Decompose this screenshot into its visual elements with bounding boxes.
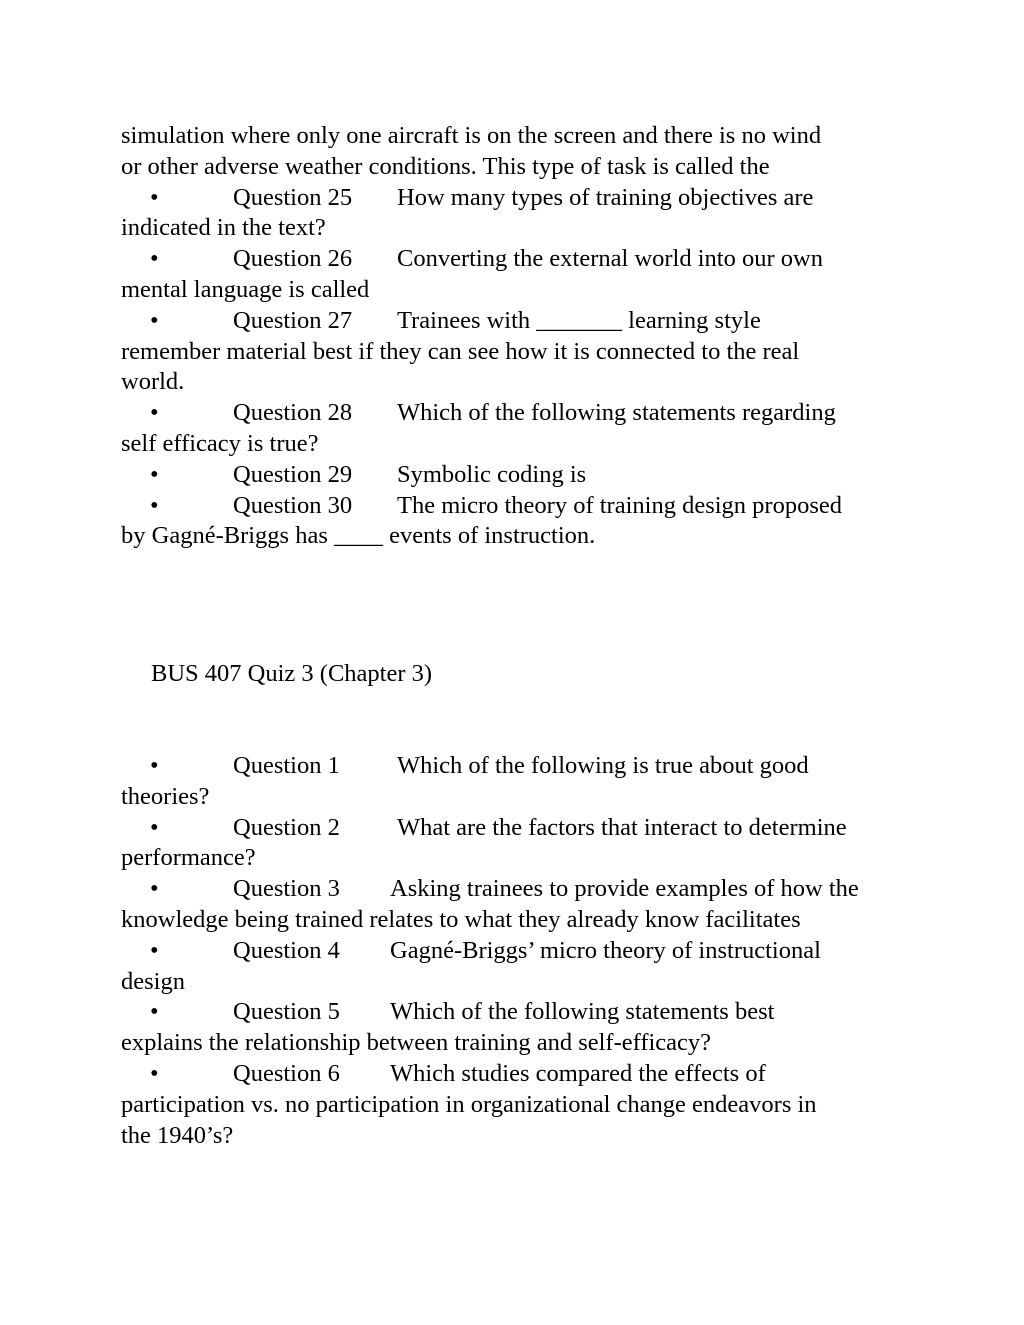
question-first-line (121, 1059, 921, 1090)
bullet-icon: • (150, 998, 159, 1026)
question-text: How many types of training objectives are (397, 183, 814, 211)
question-continuation: by Gagné-Briggs has ____ events of instruction. (121, 522, 596, 550)
question-text: Which studies compared the effects of (390, 1059, 766, 1087)
question-continuation: participation vs. no participation in organizational change endeavors in (121, 1090, 817, 1118)
question-text: Asking trainees to provide examples of how the (390, 875, 859, 903)
question-first-line (121, 997, 921, 1028)
question-item (121, 936, 921, 998)
question-continuation: the 1940’s? (121, 1121, 234, 1149)
question-continuation: indicated in the text? (121, 214, 326, 242)
question-number: Question 30 (233, 491, 353, 519)
question-item (121, 751, 921, 813)
question-first-line (121, 398, 921, 429)
bullet-icon: • (150, 306, 159, 334)
question-number: Question 6 (233, 1059, 340, 1087)
question-item (121, 997, 921, 1059)
bullet-icon: • (150, 751, 159, 779)
question-continuation: world. (121, 368, 185, 396)
question-continuation: mental language is called (121, 275, 370, 303)
intro-line: simulation where only one aircraft is on the screen and there is no wind (121, 122, 822, 149)
question-first-line (121, 751, 921, 782)
question-first-line (121, 306, 921, 337)
question-continuation: knowledge being trained relates to what they already know facilitates (121, 905, 801, 933)
question-text: Symbolic coding is (397, 460, 587, 488)
question-number: Question 25 (233, 183, 353, 211)
bullet-icon: • (150, 936, 159, 964)
question-text: Which of the following statements regarding (397, 399, 836, 427)
question-list-quiz-3 (121, 751, 921, 1151)
question-text: What are the factors that interact to determine (397, 813, 847, 841)
question-item (121, 460, 921, 491)
intro-line: or other adverse weather conditions. This type of task is called the (121, 152, 770, 180)
intro-paragraph (121, 121, 921, 183)
question-text: Gagné-Briggs’ micro theory of instructional (390, 936, 821, 964)
section-gap (121, 552, 921, 659)
question-item (121, 491, 921, 553)
question-item (121, 874, 921, 936)
question-continuation: remember material best if they can see how it is connected to the real (121, 337, 800, 365)
question-first-line (121, 460, 921, 491)
question-first-line (121, 183, 921, 214)
question-continuation: explains the relationship between training and self-efficacy? (121, 1029, 712, 1057)
question-number: Question 27 (233, 306, 353, 334)
question-item (121, 398, 921, 460)
question-continuation: performance? (121, 844, 256, 872)
question-item (121, 244, 921, 306)
question-number: Question 1 (233, 751, 340, 779)
bullet-icon: • (150, 460, 159, 488)
question-list-previous (121, 183, 921, 553)
question-number: Question 3 (233, 875, 340, 903)
question-number: Question 2 (233, 813, 340, 841)
question-text: The micro theory of training design proposed (397, 491, 842, 519)
question-number: Question 29 (233, 460, 353, 488)
question-continuation: theories? (121, 782, 210, 810)
question-item (121, 183, 921, 245)
question-text: Trainees with _______ learning style (397, 306, 761, 334)
question-number: Question 28 (233, 399, 353, 427)
question-item (121, 306, 921, 398)
question-number: Question 26 (233, 245, 353, 273)
question-text: Which of the following statements best (390, 998, 775, 1026)
question-continuation: design (121, 967, 185, 995)
question-text: Which of the following is true about good (397, 751, 809, 779)
quiz-heading: BUS 407 Quiz 3 (Chapter 3) (151, 660, 433, 688)
bullet-icon: • (150, 245, 159, 273)
question-item (121, 1059, 921, 1151)
question-item (121, 813, 921, 875)
question-first-line (121, 813, 921, 844)
bullet-icon: • (150, 491, 159, 519)
question-first-line (121, 491, 921, 522)
question-first-line (121, 244, 921, 275)
document-page (121, 121, 921, 1151)
bullet-icon: • (150, 399, 159, 427)
question-text: Converting the external world into our own (397, 245, 823, 273)
question-number: Question 5 (233, 998, 340, 1026)
bullet-icon: • (150, 813, 159, 841)
question-first-line (121, 874, 921, 905)
question-number: Question 4 (233, 936, 340, 964)
bullet-icon: • (150, 875, 159, 903)
section-gap (121, 690, 921, 751)
question-continuation: self efficacy is true? (121, 429, 319, 457)
bullet-icon: • (150, 1059, 159, 1087)
question-first-line (121, 936, 921, 967)
bullet-icon: • (150, 183, 159, 211)
